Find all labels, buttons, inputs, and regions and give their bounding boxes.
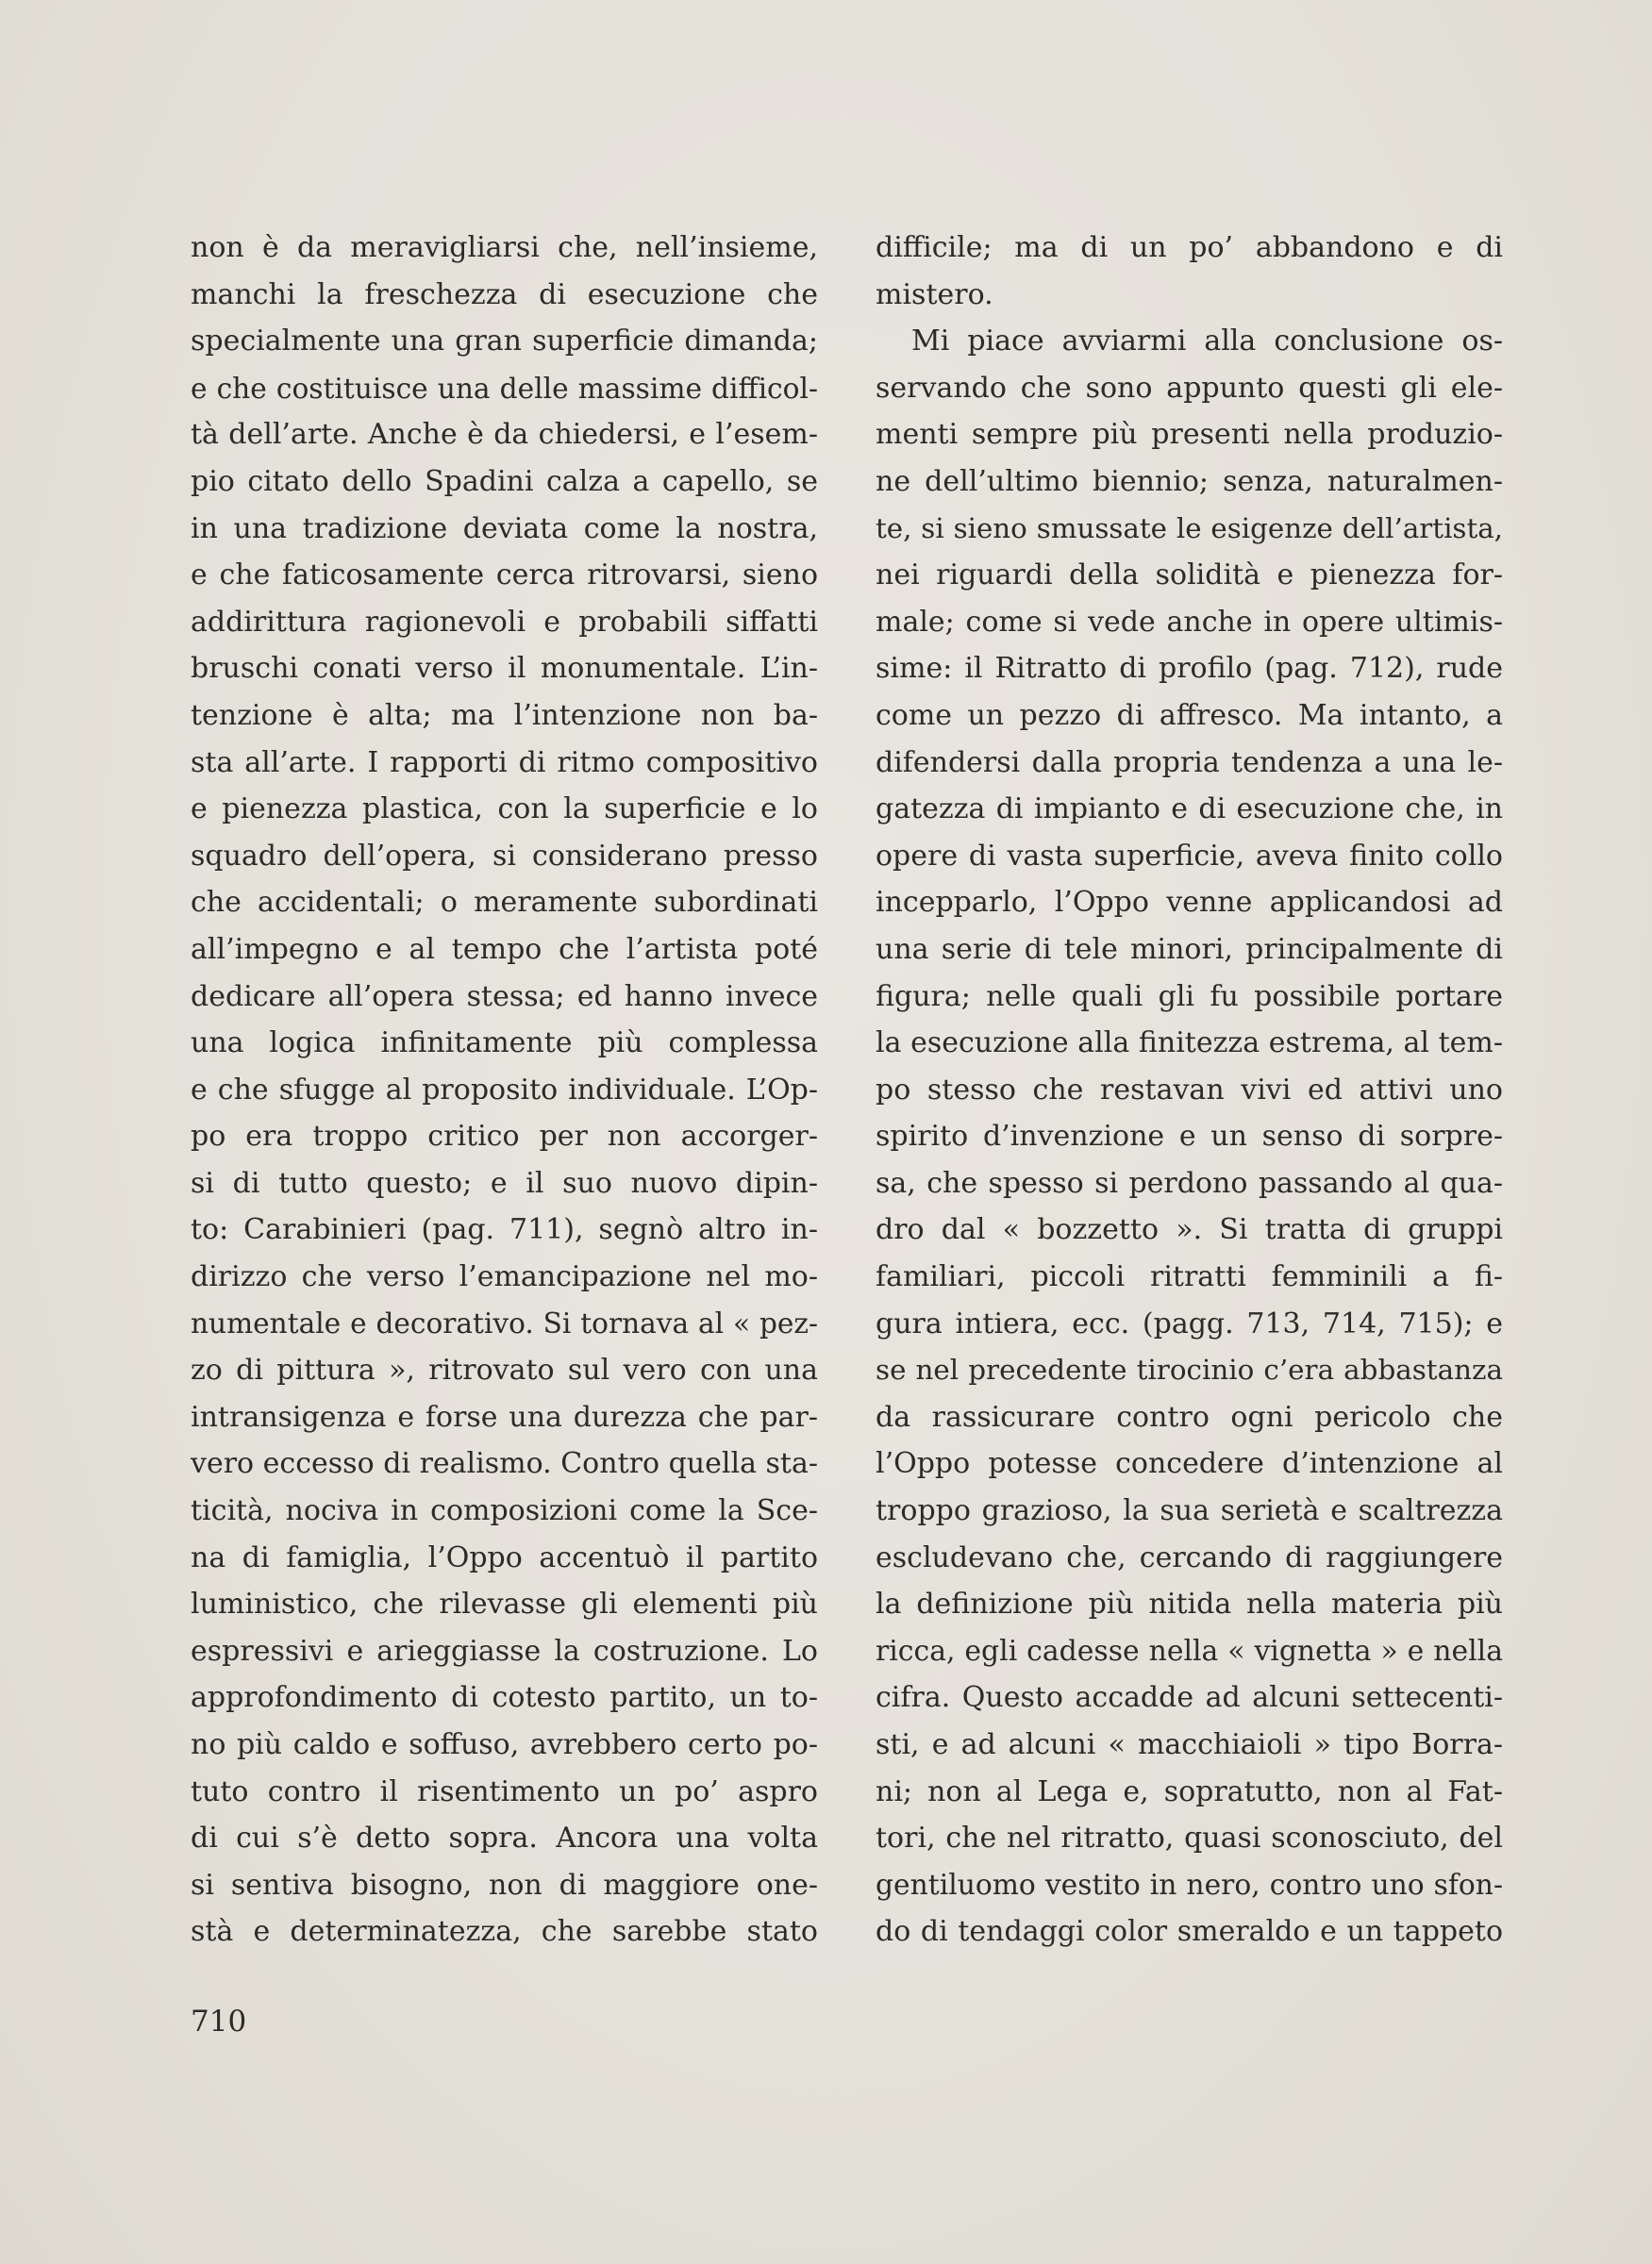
- text-line: sime: il Ritratto di profilo (pag. 712), rude: [876, 652, 1503, 686]
- text-line: opere di vasta superficie, aveva finito collo: [876, 839, 1503, 873]
- text-line: di cui s’è detto sopra. Ancora una volta: [191, 1822, 818, 1856]
- text-line: tori, che nel ritratto, quasi sconosciuto, del: [876, 1822, 1503, 1856]
- text-line: sa, che spesso si perdono passando al qua-: [876, 1166, 1503, 1200]
- text-line: intransigenza e forse una durezza che par-: [191, 1400, 818, 1434]
- text-line: po era troppo critico per non accorger-: [191, 1120, 818, 1154]
- text-line: ticità, nociva in composizioni come la Sce-: [191, 1494, 818, 1528]
- text-line: da rassicurare contro ogni pericolo che: [876, 1400, 1503, 1434]
- text-line: specialmente una gran superficie dimanda;: [191, 325, 818, 358]
- text-line: come un pezzo di affresco. Ma intanto, a: [876, 698, 1503, 732]
- text-line: incepparlo, l’Oppo venne applicandosi ad: [876, 886, 1503, 920]
- text-line: e che faticosamente cerca ritrovarsi, sieno: [191, 558, 818, 592]
- text-line: la definizione più nitida nella materia più: [876, 1588, 1503, 1622]
- text-line: difficile; ma di un po’ abbandono e di: [876, 231, 1503, 264]
- page-number: 710: [191, 2005, 247, 2039]
- text-line: ricca, egli cadesse nella « vignetta » e nella: [876, 1634, 1503, 1668]
- text-line: in una tradizione deviata come la nostra,: [191, 511, 818, 545]
- text-line: addirittura ragionevoli e probabili siffatti: [191, 605, 818, 639]
- text-line: bruschi conati verso il monumentale. L’in-: [191, 652, 818, 686]
- text-line: zo di pittura », ritrovato sul vero con una: [191, 1354, 818, 1388]
- text-line: servando che sono appunto questi gli ele-: [876, 371, 1503, 405]
- text-column-left: [191, 225, 818, 1956]
- text-line: no più caldo e soffuso, avrebbero certo po-: [191, 1728, 818, 1761]
- text-line: sta all’arte. I rapporti di ritmo compositivo: [191, 745, 818, 779]
- text-line: espressivi e arieggiasse la costruzione. Lo: [191, 1634, 818, 1668]
- text-line: all’impegno e al tempo che l’artista poté: [191, 932, 818, 966]
- text-line: vero eccesso di realismo. Contro quella sta-: [191, 1447, 818, 1481]
- text-line: e che costituisce una delle massime difficol-: [191, 371, 818, 405]
- text-line: tuto contro il risentimento un po’ aspro: [191, 1774, 818, 1808]
- text-line: squadro dell’opera, si considerano presso: [191, 839, 818, 873]
- text-line: una serie di tele minori, principalmente di: [876, 932, 1503, 966]
- text-line: difendersi dalla propria tendenza a una le-: [876, 745, 1503, 779]
- text-line: non è da meravigliarsi che, nell’insieme,: [191, 231, 818, 264]
- text-line: dedicare all’opera stessa; ed hanno invece: [191, 979, 818, 1013]
- text-line: e che sfugge al proposito individuale. L’Op-: [191, 1073, 818, 1107]
- text-line: se nel precedente tirocinio c’era abbastanza: [876, 1354, 1503, 1387]
- text-line: la esecuzione alla finitezza estrema, al tem-: [876, 1026, 1503, 1060]
- text-line: e pienezza plastica, con la superficie e lo: [191, 792, 818, 826]
- text-line: pio citato dello Spadini calza a capello, se: [191, 464, 818, 498]
- text-line: te, si sieno smussate le esigenze dell’artista,: [876, 511, 1503, 544]
- text-line: gura intiera, ecc. (pagg. 713, 714, 715); e: [876, 1307, 1503, 1340]
- text-line: familiari, piccoli ritratti femminili a fi-: [876, 1260, 1503, 1294]
- text-line: luministico, che rilevasse gli elementi più: [191, 1588, 818, 1622]
- text-column-right: [876, 225, 1503, 1956]
- text-line: mistero.: [876, 277, 993, 311]
- text-line: l’Oppo potesse concedere d’intenzione al: [876, 1447, 1503, 1481]
- text-line: gatezza di impianto e di esecuzione che, in: [876, 792, 1503, 826]
- text-line: ne dell’ultimo biennio; senza, naturalmen-: [876, 464, 1503, 498]
- text-line: una logica infinitamente più complessa: [191, 1026, 818, 1060]
- text-line: manchi la freschezza di esecuzione che: [191, 277, 818, 311]
- text-line: figura; nelle quali gli fu possibile portare: [876, 979, 1503, 1013]
- text-line: male; come si vede anche in opere ultimis-: [876, 605, 1503, 639]
- text-line: stà e determinatezza, che sarebbe stato: [191, 1915, 818, 1949]
- text-line: to: Carabinieri (pag. 711), segnò altro in-: [191, 1213, 818, 1247]
- text-line: tà dell’arte. Anche è da chiedersi, e l’esem-: [191, 418, 818, 452]
- text-line: approfondimento di cotesto partito, un to-: [191, 1681, 818, 1715]
- text-line: nei riguardi della solidità e pienezza for-: [876, 558, 1503, 592]
- text-line: dro dal « bozzetto ». Si tratta di gruppi: [876, 1213, 1503, 1247]
- text-line: troppo grazioso, la sua serietà e scaltrezza: [876, 1494, 1503, 1528]
- text-line: sti, e ad alcuni « macchiaioli » tipo Borra-: [876, 1728, 1503, 1761]
- text-line: tenzione è alta; ma l’intenzione non ba-: [191, 698, 818, 732]
- text-line: gentiluomo vestito in nero, contro uno sfon-: [876, 1868, 1503, 1902]
- text-line: che accidentali; o meramente subordinati: [191, 886, 818, 920]
- text-line: po stesso che restavan vivi ed attivi uno: [876, 1073, 1503, 1107]
- text-line: do di tendaggi color smeraldo e un tappeto: [876, 1915, 1503, 1949]
- text-line: na di famiglia, l’Oppo accentuò il partito: [191, 1540, 818, 1574]
- text-line: spirito d’invenzione e un senso di sorpre-: [876, 1120, 1503, 1154]
- text-line: escludevano che, cercando di raggiungere: [876, 1540, 1503, 1574]
- text-line: Mi piace avviarmi alla conclusione os-: [911, 325, 1503, 358]
- text-line: dirizzo che verso l’emancipazione nel mo-: [191, 1260, 818, 1294]
- text-line: si sentiva bisogno, non di maggiore one-: [191, 1868, 818, 1902]
- text-line: menti sempre più presenti nella produzio-: [876, 418, 1503, 452]
- text-line: cifra. Questo accadde ad alcuni settecenti-: [876, 1681, 1503, 1715]
- text-line: numentale e decorativo. Si tornava al « pez-: [191, 1307, 818, 1340]
- text-line: si di tutto questo; e il suo nuovo dipin-: [191, 1166, 818, 1200]
- text-line: ni; non al Lega e, sopratutto, non al Fat-: [876, 1774, 1503, 1808]
